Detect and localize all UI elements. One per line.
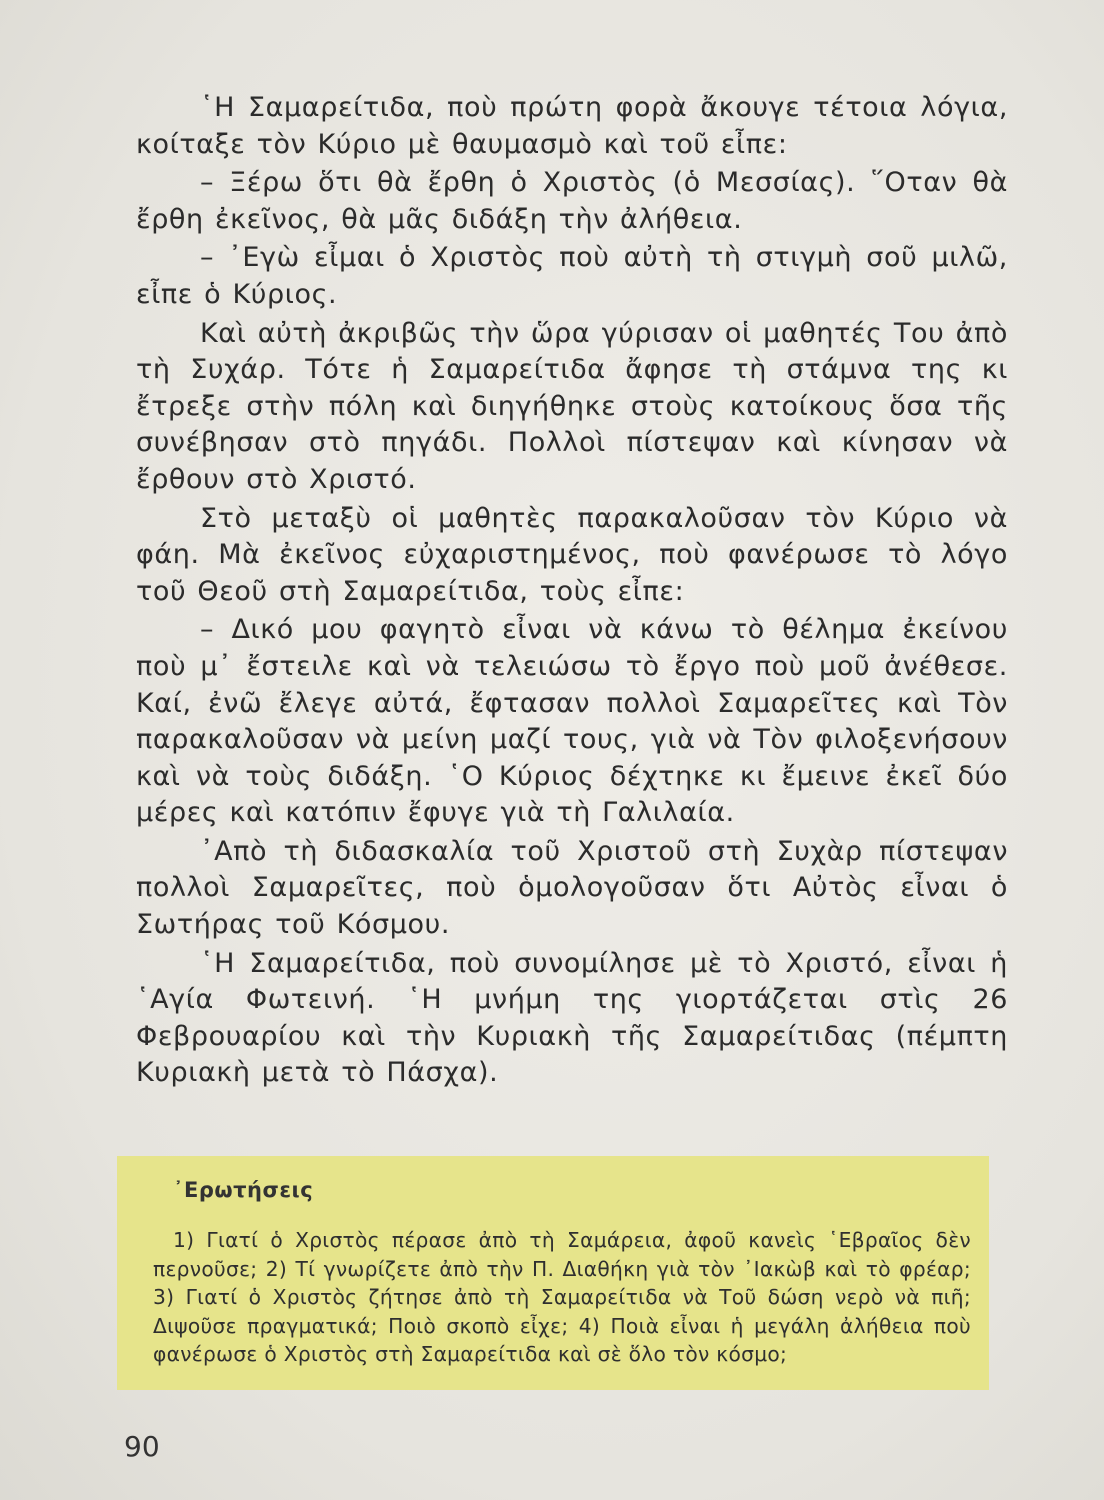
paragraph-8: ῾Η Σαμαρείτιδα, ποὺ συνομίλησε μὲ τὸ Χριστό, εἶναι ἡ ῾Αγία Φωτεινή. ῾Η μνήμη της γιορτάζεται στὶς 26 Φεβρουαρίου καὶ τὴν Κυριακὴ τῆς Σαμαρείτιδας (πέμπτη Κυριακὴ μετὰ τὸ Πάσχα). bbox=[136, 947, 1008, 1089]
questions-text: 1) Γιατί ὁ Χριστὸς πέρασε ἀπὸ τὴ Σαμάρεια, ἀφοῦ κανεὶς ῾Εβραῖος δὲν περνοῦσε; 2) Τί γνωρίζετε ἀπὸ τὴν Π. Διαθήκη γιὰ τὸν ᾿Ιακὼβ καὶ τὸ φρέαρ; 3) Γιατί ὁ Χριστὸς ζήτησε ἀπὸ τὴ Σαμαρείτιδα νὰ Τοῦ δώση νερὸ νὰ πιῆ; Διψοῦσε πραγματικά; Ποιὸ σκοπὸ εἶχε; 4) Ποιὰ εἶναι ἡ μεγάλη ἀλήθεια ποὺ φανέρωσε ὁ Χριστὸς στὴ Σαμαρείτιδα καὶ σὲ ὅλο τὸν κόσμο; bbox=[153, 1228, 971, 1367]
main-text bbox=[136, 90, 1008, 1092]
paragraph-2: – Ξέρω ὅτι θὰ ἔρθη ὁ Χριστὸς (ὁ Μεσσίας). ῞Οταν θὰ ἔρθη ἐκεῖνος, θὰ μᾶς διδάξη τὴν ἀλήθεια. bbox=[136, 167, 1008, 235]
paragraph-5: Στὸ μεταξὺ οἱ μαθητὲς παρακαλοῦσαν τὸν Κύριο νὰ φάη. Μὰ ἐκεῖνος εὐχαριστημένος, ποὺ φανέρωσε τὸ λόγο τοῦ Θεοῦ στὴ Σαμαρείτιδα, τοὺς εἶπε: bbox=[136, 502, 1008, 607]
questions-heading: ᾿Ερωτήσεις bbox=[173, 1178, 314, 1202]
questions-box bbox=[117, 1156, 989, 1390]
paragraph-1: ῾Η Σαμαρείτιδα, ποὺ πρώτη φορὰ ἄκουγε τέτοια λόγια, κοίταξε τὸν Κύριο μὲ θαυμασμὸ καὶ τοῦ εἶπε: bbox=[136, 92, 1008, 160]
page-number: 90 bbox=[124, 1430, 160, 1463]
paragraph-4: Καὶ αὐτὴ ἀκριβῶς τὴν ὥρα γύρισαν οἱ μαθητές Του ἀπὸ τὴ Συχάρ. Τότε ἡ Σαμαρείτιδα ἄφησε τὴ στάμνα της κι ἔτρεξε στὴν πόλη καὶ διηγήθηκε στοὺς κατοίκους ὅσα τῆς συνέβησαν στὸ πηγάδι. Πολλοὶ πίστεψαν καὶ κίνησαν νὰ ἔρθουν στὸ Χριστό. bbox=[136, 317, 1008, 495]
paragraph-3: – ᾿Εγὼ εἶμαι ὁ Χριστὸς ποὺ αὐτὴ τὴ στιγμὴ σοῦ μιλῶ, εἶπε ὁ Κύριος. bbox=[136, 242, 1008, 310]
paragraph-7: ᾿Απὸ τὴ διδασκαλία τοῦ Χριστοῦ στὴ Συχὰρ πίστεψαν πολλοὶ Σαμαρεῖτες, ποὺ ὁμολογοῦσαν ὅτι Αὐτὸς εἶναι ὁ Σωτήρας τοῦ Κόσμου. bbox=[136, 835, 1008, 941]
paragraph-6: – Δικό μου φαγητὸ εἶναι νὰ κάνω τὸ θέλημα ἐκείνου ποὺ μ᾿ ἔστειλε καὶ νὰ τελειώσω τὸ ἔργο ποὺ μοῦ ἀνέθεσε. Καί, ἐνῶ ἔλεγε αὐτά, ἔφτασαν πολλοὶ Σαμαρεῖτες καὶ Τὸν παρακαλοῦσαν νὰ μείνη μαζί τους, γιὰ νὰ Τὸν φιλοξενήσουν καὶ νὰ τοὺς διδάξη. ῾Ο Κύριος δέχτηκε κι ἔμεινε ἐκεῖ δύο μέρες καὶ κατόπιν ἔφυγε γιὰ τὴ Γαλιλαία. bbox=[136, 614, 1008, 829]
